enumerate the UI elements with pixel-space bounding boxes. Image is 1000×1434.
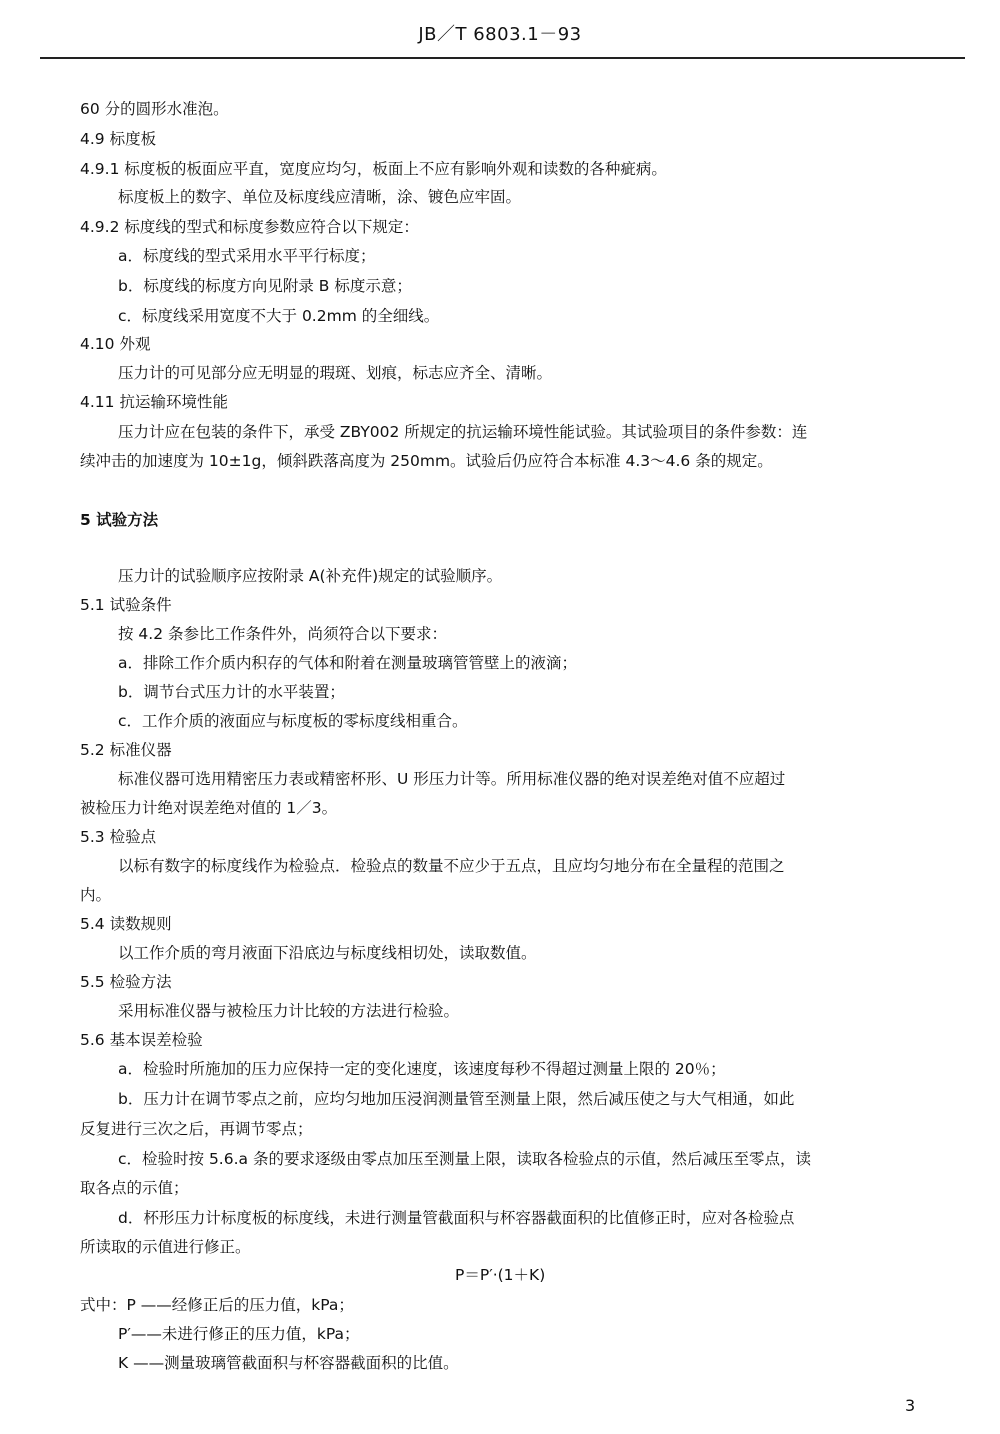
text-line: 4.9.1 标度板的板面应平直，宽度应均匀，板面上不应有影响外观和读数的各种疵病。 bbox=[80, 160, 667, 178]
list-item: c．工作介质的液面应与标度板的零标度线相重合。 bbox=[118, 712, 468, 730]
standard-number-header: JB／T 6803.1－93 bbox=[418, 24, 582, 45]
formula-legend: P′——未进行修正的压力值，kPa； bbox=[118, 1325, 360, 1343]
list-item: c．检验时按 5.6.a 条的要求逐级由零点加压至测量上限，读取各检验点的示值，然后减压至零点，读 bbox=[118, 1150, 811, 1168]
clause-heading: 5.3 检验点 bbox=[80, 828, 157, 846]
text-line: 反复进行三次之后，再调节零点； bbox=[80, 1120, 313, 1138]
text-line: 被检压力计绝对误差绝对值的 1／3。 bbox=[80, 799, 338, 817]
text-line: 采用标准仪器与被检压力计比较的方法进行检验。 bbox=[118, 1002, 460, 1020]
text-line: 压力计的试验顺序应按附录 A(补充件)规定的试验顺序。 bbox=[118, 567, 503, 585]
list-item: a．检验时所施加的压力应保持一定的变化速度，该速度每秒不得超过测量上限的 20％； bbox=[118, 1060, 726, 1078]
list-item: b．调节台式压力计的水平装置； bbox=[118, 683, 345, 701]
text-line: 取各点的示值； bbox=[80, 1179, 189, 1197]
text-line: 标度板上的数字、单位及标度线应清晰，涂、镀色应牢固。 bbox=[118, 188, 522, 206]
text-line: 续冲击的加速度为 10±1g，倾斜跌落高度为 250mm。试验后仍应符合本标准 4.3～4.6 条的规定。 bbox=[80, 452, 773, 470]
header-rule bbox=[40, 57, 965, 59]
formula-legend: K ——测量玻璃管截面积与杯容器截面积的比值。 bbox=[118, 1354, 459, 1372]
list-item: c．标度线采用宽度不大于 0.2mm 的全细线。 bbox=[118, 307, 440, 325]
clause-heading: 5.2 标准仪器 bbox=[80, 741, 172, 759]
clause-heading: 5.6 基本误差检验 bbox=[80, 1031, 203, 1049]
clause-heading: 4.11 抗运输环境性能 bbox=[80, 393, 228, 411]
list-item: d．杯形压力计标度板的标度线，未进行测量管截面积与杯容器截面积的比值修正时，应对各检验点 bbox=[118, 1209, 795, 1227]
section-heading: 5 试验方法 bbox=[80, 511, 159, 529]
formula: P＝P′·(1＋K) bbox=[455, 1266, 546, 1284]
list-item: b．标度线的标度方向见附录 B 标度示意； bbox=[118, 277, 412, 295]
list-item: a．标度线的型式采用水平平行标度； bbox=[118, 247, 376, 265]
clause-heading: 5.4 读数规则 bbox=[80, 915, 172, 933]
text-line: 标准仪器可选用精密压力表或精密杯形、U 形压力计等。所用标准仪器的绝对误差绝对值不应超过 bbox=[118, 770, 786, 788]
list-item: b．压力计在调节零点之前，应均匀地加压浸润测量管至测量上限，然后减压使之与大气相通，如此 bbox=[118, 1090, 795, 1108]
page-number: 3 bbox=[905, 1396, 916, 1415]
formula-legend: 式中：P ——经修正后的压力值，kPa； bbox=[80, 1296, 354, 1314]
clause-heading: 4.9 标度板 bbox=[80, 130, 157, 148]
text-line: 所读取的示值进行修正。 bbox=[80, 1238, 251, 1256]
clause-heading: 5.1 试验条件 bbox=[80, 596, 172, 614]
list-item: a．排除工作介质内积存的气体和附着在测量玻璃管管壁上的液滴； bbox=[118, 654, 578, 672]
text-line: 内。 bbox=[80, 886, 112, 904]
text-line: 以工作介质的弯月液面下沿底边与标度线相切处，读取数值。 bbox=[118, 944, 537, 962]
clause-heading: 4.10 外观 bbox=[80, 335, 151, 353]
text-line: 以标有数字的标度线作为检验点．检验点的数量不应少于五点，且应均匀地分布在全量程的范围之 bbox=[118, 857, 785, 875]
text-line: 4.9.2 标度线的型式和标度参数应符合以下规定： bbox=[80, 218, 419, 236]
text-line: 60 分的圆形水准泡。 bbox=[80, 100, 229, 118]
text-line: 压力计应在包装的条件下，承受 ZBY002 所规定的抗运输环境性能试验。其试验项目的条件参数：连 bbox=[118, 423, 808, 441]
text-line: 压力计的可见部分应无明显的瑕斑、划痕，标志应齐全、清晰。 bbox=[118, 364, 553, 382]
clause-heading: 5.5 检验方法 bbox=[80, 973, 172, 991]
text-line: 按 4.2 条参比工作条件外，尚须符合以下要求： bbox=[118, 625, 448, 643]
